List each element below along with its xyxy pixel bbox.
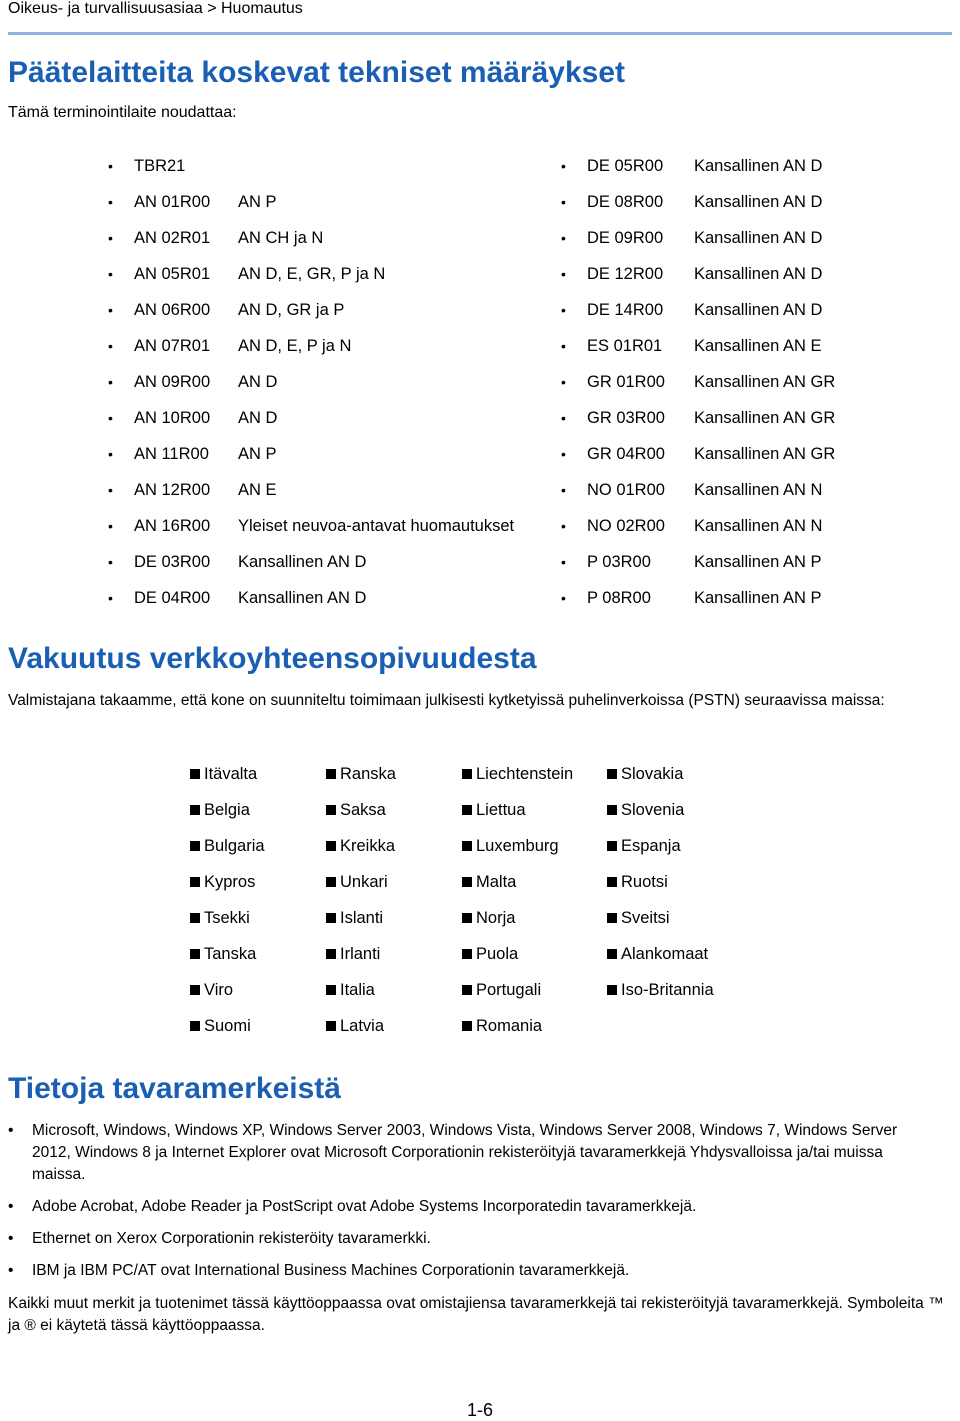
standard-item	[108, 328, 514, 364]
bullet-icon: •	[108, 338, 113, 354]
bullet-icon: •	[561, 410, 566, 426]
country-name: Liettua	[476, 800, 526, 819]
section-title-trademarks: Tietoja tavaramerkeistä	[8, 1072, 341, 1105]
standard-item	[108, 472, 514, 508]
country-item	[190, 801, 326, 820]
country-row	[190, 936, 767, 972]
bullet-icon: •	[8, 1122, 14, 1139]
standard-description: Kansallinen AN GR	[694, 444, 836, 463]
square-bullet-icon	[190, 913, 200, 923]
standard-code: AN 07R01	[134, 336, 211, 355]
standard-description: AN D, GR ja P	[238, 300, 345, 319]
trademark-item	[8, 1260, 940, 1282]
country-name: Kypros	[204, 872, 256, 891]
bullet-icon: •	[561, 446, 566, 462]
standard-description: AN D, E, P ja N	[238, 336, 352, 355]
country-name: Slovakia	[621, 764, 684, 783]
bullet-icon: •	[561, 266, 566, 282]
country-item	[462, 765, 607, 784]
trademark-text: Microsoft, Windows, Windows XP, Windows Server 2003, Windows Vista, Windows Server 2008, Windows 7, Windows Server 2012, Windows 8 ja Internet Explorer ovat Microsoft Corporationin rekisteröityjä tavaramerkkejä Yhdysvalloissa ja/tai muissa maissa.	[32, 1122, 898, 1183]
country-item	[462, 1017, 607, 1036]
country-name: Kreikka	[340, 836, 396, 855]
standard-item	[561, 292, 835, 328]
country-name: Itävalta	[204, 764, 258, 783]
bullet-icon: •	[8, 1230, 14, 1247]
bullet-icon: •	[108, 302, 113, 318]
bullet-icon: •	[108, 374, 113, 390]
country-item	[190, 837, 326, 856]
standard-code: AN 10R00	[134, 408, 211, 427]
country-item	[326, 765, 462, 784]
square-bullet-icon	[190, 949, 200, 959]
standard-code: DE 04R00	[134, 588, 211, 607]
page-number: 1-6	[466, 1400, 493, 1420]
country-item	[190, 945, 326, 964]
square-bullet-icon	[326, 913, 336, 923]
standard-item	[108, 436, 514, 472]
country-name: Irlanti	[340, 944, 381, 963]
trademark-item	[8, 1228, 940, 1250]
square-bullet-icon	[607, 877, 617, 887]
bullet-icon: •	[561, 554, 566, 570]
country-item	[326, 837, 462, 856]
square-bullet-icon	[326, 805, 336, 815]
country-item	[607, 765, 767, 784]
country-item	[190, 981, 326, 1000]
standard-code: P 08R00	[587, 588, 651, 607]
country-name: Romania	[476, 1016, 543, 1035]
square-bullet-icon	[462, 949, 472, 959]
country-item	[190, 909, 326, 928]
country-name: Sveitsi	[621, 908, 670, 927]
square-bullet-icon	[326, 949, 336, 959]
square-bullet-icon	[607, 805, 617, 815]
standard-item	[108, 400, 514, 436]
bullet-icon: •	[108, 518, 113, 534]
bullet-icon: •	[561, 302, 566, 318]
standard-item	[108, 364, 514, 400]
standard-code: GR 04R00	[587, 444, 665, 463]
standard-description: Kansallinen AN D	[238, 588, 367, 607]
standard-description: AN P	[238, 192, 277, 211]
standard-code: AN 06R00	[134, 300, 211, 319]
standard-description: Kansallinen AN P	[694, 552, 822, 571]
country-item	[326, 981, 462, 1000]
square-bullet-icon	[462, 985, 472, 995]
country-row	[190, 792, 767, 828]
square-bullet-icon	[190, 985, 200, 995]
trademark-text: Adobe Acrobat, Adobe Reader ja PostScript ovat Adobe Systems Incorporatedin tavaramerkkejä.	[32, 1198, 697, 1215]
standard-description: Kansallinen AN GR	[694, 372, 836, 391]
standard-description: Kansallinen AN D	[694, 228, 823, 247]
standard-item	[561, 508, 835, 544]
square-bullet-icon	[326, 841, 336, 851]
standard-description: AN D	[238, 372, 278, 391]
standard-code: AN 12R00	[134, 480, 211, 499]
standard-description: AN E	[238, 480, 277, 499]
standard-description: AN D, E, GR, P ja N	[238, 264, 386, 283]
square-bullet-icon	[190, 769, 200, 779]
country-item	[190, 765, 326, 784]
country-item	[607, 981, 767, 1000]
standard-code: AN 09R00	[134, 372, 211, 391]
square-bullet-icon	[190, 1021, 200, 1031]
intro-text: Tämä terminointilaite noudattaa:	[8, 104, 237, 121]
header-rule	[8, 32, 952, 35]
standard-code: DE 08R00	[587, 192, 664, 211]
bullet-icon: •	[108, 590, 113, 606]
country-name: Puola	[476, 944, 519, 963]
standard-item	[561, 544, 835, 580]
standard-item	[108, 256, 514, 292]
bullet-icon: •	[108, 230, 113, 246]
standard-description: Kansallinen AN P	[694, 588, 822, 607]
standard-code: AN 16R00	[134, 516, 211, 535]
square-bullet-icon	[607, 985, 617, 995]
standard-code: GR 01R00	[587, 372, 665, 391]
standard-code: DE 14R00	[587, 300, 664, 319]
country-name: Tanska	[204, 944, 257, 963]
bullet-icon: •	[561, 158, 566, 174]
country-row	[190, 1008, 767, 1044]
standard-item	[108, 184, 514, 220]
standard-code: DE 03R00	[134, 552, 211, 571]
country-item	[326, 1017, 462, 1036]
standard-item	[108, 544, 514, 580]
bullet-icon: •	[108, 266, 113, 282]
country-name: Portugali	[476, 980, 542, 999]
standard-item	[561, 580, 835, 616]
bullet-icon: •	[108, 410, 113, 426]
square-bullet-icon	[607, 949, 617, 959]
standard-code: TBR21	[134, 156, 186, 175]
country-item	[326, 801, 462, 820]
trademark-item	[8, 1120, 940, 1186]
standard-code: DE 12R00	[587, 264, 664, 283]
standard-item	[561, 256, 835, 292]
bullet-icon: •	[108, 482, 113, 498]
country-item	[607, 909, 767, 928]
country-name: Bulgaria	[204, 836, 265, 855]
standard-item	[108, 292, 514, 328]
standard-description: AN CH ja N	[238, 228, 324, 247]
standard-description: Kansallinen AN GR	[694, 408, 836, 427]
bullet-icon: •	[108, 194, 113, 210]
square-bullet-icon	[326, 769, 336, 779]
standard-code: AN 01R00	[134, 192, 211, 211]
standard-item	[108, 220, 514, 256]
standard-code: P 03R00	[587, 552, 651, 571]
country-row	[190, 756, 767, 792]
country-item	[462, 981, 607, 1000]
standard-item	[561, 184, 835, 220]
standard-description: Kansallinen AN D	[694, 192, 823, 211]
standard-code: AN 05R01	[134, 264, 211, 283]
trademark-text: IBM ja IBM PC/AT ovat International Business Machines Corporationin tavaramerkkejä.	[32, 1262, 630, 1279]
country-name: Ranska	[340, 764, 396, 783]
standard-description: Kansallinen AN E	[694, 336, 822, 355]
standard-code: AN 02R01	[134, 228, 211, 247]
standard-description: Kansallinen AN N	[694, 480, 823, 499]
country-item	[462, 837, 607, 856]
standard-description: Kansallinen AN N	[694, 516, 823, 535]
standard-code: ES 01R01	[587, 336, 663, 355]
standard-code: DE 05R00	[587, 156, 664, 175]
bullet-icon: •	[8, 1198, 14, 1215]
standard-item	[561, 220, 835, 256]
bullet-icon: •	[561, 374, 566, 390]
country-name: Ruotsi	[621, 872, 668, 891]
trademark-list	[8, 1120, 940, 1292]
section-title-technical-regulations: Päätelaitteita koskevat tekniset määräykset	[8, 56, 626, 89]
section-title-network-compatibility: Vakuutus verkkoyhteensopivuudesta	[8, 642, 537, 675]
country-row	[190, 972, 767, 1008]
bullet-icon: •	[561, 518, 566, 534]
country-item	[607, 837, 767, 856]
country-name: Saksa	[340, 800, 386, 819]
country-name: Suomi	[204, 1016, 251, 1035]
standard-description: Yleiset neuvoa-antavat huomautukset	[238, 516, 515, 535]
country-item	[607, 945, 767, 964]
standard-item	[561, 400, 835, 436]
country-item	[462, 945, 607, 964]
country-name: Viro	[204, 980, 234, 999]
country-name: Slovenia	[621, 800, 685, 819]
standard-code: GR 03R00	[587, 408, 665, 427]
country-name: Luxemburg	[476, 836, 559, 855]
country-name: Espanja	[621, 836, 681, 855]
country-name: Latvia	[340, 1016, 385, 1035]
standards-list-right	[561, 148, 835, 616]
standard-description: Kansallinen AN D	[694, 300, 823, 319]
standard-description: AN D	[238, 408, 278, 427]
trademark-text: Ethernet on Xerox Corporationin rekisteröity tavaramerkki.	[32, 1230, 431, 1247]
country-name: Unkari	[340, 872, 388, 891]
country-name: Alankomaat	[621, 944, 709, 963]
bullet-icon: •	[561, 230, 566, 246]
bullet-icon: •	[8, 1262, 14, 1279]
square-bullet-icon	[190, 805, 200, 815]
square-bullet-icon	[462, 877, 472, 887]
bullet-icon: •	[108, 446, 113, 462]
country-name: Malta	[476, 872, 517, 891]
square-bullet-icon	[462, 805, 472, 815]
standard-item	[561, 436, 835, 472]
standard-item	[561, 364, 835, 400]
standard-description: Kansallinen AN D	[694, 156, 823, 175]
square-bullet-icon	[326, 877, 336, 887]
country-item	[462, 873, 607, 892]
standard-code: DE 09R00	[587, 228, 664, 247]
country-name: Liechtenstein	[476, 764, 574, 783]
country-item	[607, 801, 767, 820]
compatibility-text: Valmistajana takaamme, että kone on suunniteltu toimimaan julkisesti kytketyissä puhelinverkoissa (PSTN) seuraavissa maissa:	[8, 692, 885, 709]
country-row	[190, 828, 767, 864]
country-name: Tsekki	[204, 908, 250, 927]
bullet-icon: •	[561, 482, 566, 498]
square-bullet-icon	[462, 769, 472, 779]
square-bullet-icon	[607, 913, 617, 923]
country-item	[190, 1017, 326, 1036]
square-bullet-icon	[607, 769, 617, 779]
standard-description: Kansallinen AN D	[694, 264, 823, 283]
square-bullet-icon	[190, 841, 200, 851]
country-name: Iso-Britannia	[621, 980, 714, 999]
standards-list-left	[108, 148, 514, 616]
square-bullet-icon	[462, 913, 472, 923]
country-name: Norja	[476, 908, 516, 927]
standard-item	[108, 508, 514, 544]
trademark-item	[8, 1196, 940, 1218]
standard-item	[108, 148, 514, 184]
square-bullet-icon	[607, 841, 617, 851]
bullet-icon: •	[561, 590, 566, 606]
square-bullet-icon	[462, 1021, 472, 1031]
trademark-footer: Kaikki muut merkit ja tuotenimet tässä käyttöoppaassa ovat omistajiensa tavaramerkkejä tai rekisteröityjä tavaramerkkejä. Symboleita ™ ja ® ei käytetä tässä käyttöoppaassa.	[8, 1295, 944, 1334]
country-name: Belgia	[204, 800, 250, 819]
country-item	[190, 873, 326, 892]
standard-code: NO 02R00	[587, 516, 665, 535]
breadcrumb: Oikeus- ja turvallisuusasiaa > Huomautus	[8, 0, 303, 17]
standard-item	[561, 148, 835, 184]
standard-code: NO 01R00	[587, 480, 665, 499]
square-bullet-icon	[190, 877, 200, 887]
bullet-icon: •	[561, 338, 566, 354]
country-item	[607, 873, 767, 892]
country-row	[190, 864, 767, 900]
country-grid	[190, 756, 767, 1044]
country-name: Italia	[340, 980, 375, 999]
standard-description: Kansallinen AN D	[238, 552, 367, 571]
standard-description: AN P	[238, 444, 277, 463]
square-bullet-icon	[326, 985, 336, 995]
country-name: Islanti	[340, 908, 384, 927]
standard-item	[108, 580, 514, 616]
bullet-icon: •	[108, 554, 113, 570]
country-item	[326, 945, 462, 964]
country-item	[326, 909, 462, 928]
square-bullet-icon	[326, 1021, 336, 1031]
standard-item	[561, 472, 835, 508]
standard-code: AN 11R00	[134, 444, 209, 463]
square-bullet-icon	[462, 841, 472, 851]
bullet-icon: •	[561, 194, 566, 210]
bullet-icon: •	[108, 158, 113, 174]
standard-item	[561, 328, 835, 364]
country-item	[462, 801, 607, 820]
country-item	[326, 873, 462, 892]
country-row	[190, 900, 767, 936]
country-item	[462, 909, 607, 928]
